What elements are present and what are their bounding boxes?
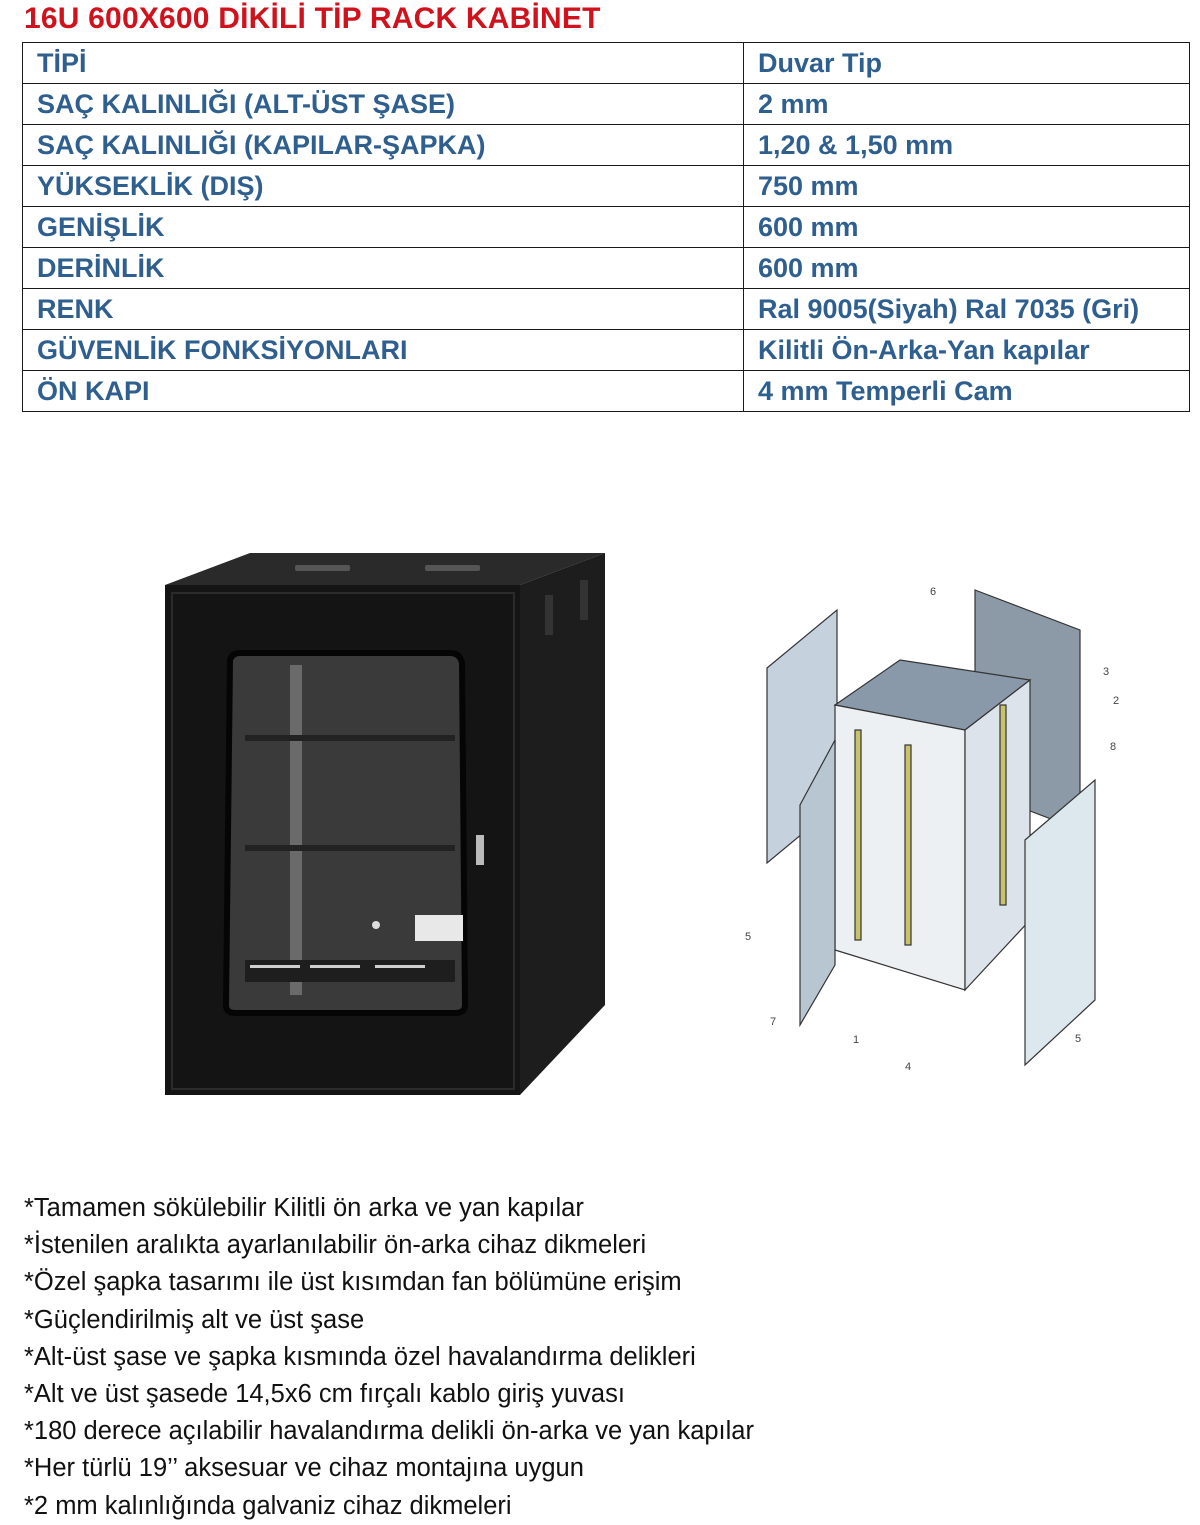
table-row xyxy=(23,289,1190,330)
spec-label: YÜKSEKLİK (DIŞ) xyxy=(23,166,744,207)
table-row xyxy=(23,371,1190,412)
feature-item: *Tamamen sökülebilir Kilitli ön arka ve yan kapılar xyxy=(24,1194,584,1222)
spec-value: 1,20 & 1,50 mm xyxy=(744,125,1190,166)
spec-label: GÜVENLİK FONKSİYONLARI xyxy=(23,330,744,371)
callout-label: 2 xyxy=(1113,695,1120,707)
cabinet-product-image xyxy=(150,535,615,1120)
table-row xyxy=(23,84,1190,125)
spec-value: 600 mm xyxy=(744,248,1190,289)
callout-label: 1 xyxy=(853,1034,860,1046)
spec-value: Duvar Tip xyxy=(744,43,1190,84)
spec-label: SAÇ KALINLIĞI (KAPILAR-ŞAPKA) xyxy=(23,125,744,166)
callout-label: 4 xyxy=(905,1061,912,1073)
spec-value: Ral 9005(Siyah) Ral 7035 (Gri) xyxy=(744,289,1190,330)
feature-item: *180 derece açılabilir havalandırma delikli ön-arka ve yan kapılar xyxy=(24,1417,754,1446)
feature-item: *İstenilen aralıkta ayarlanılabilir ön-arka cihaz dikmeleri xyxy=(24,1231,647,1260)
feature-list xyxy=(24,1190,754,1525)
spec-table xyxy=(22,42,1190,412)
spec-value: Kilitli Ön-Arka-Yan kapılar xyxy=(744,330,1190,371)
spec-label: GENİŞLİK xyxy=(23,207,744,248)
table-row xyxy=(23,166,1190,207)
feature-item: *Özel şapka tasarımı ile üst kısımdan fan bölümüne erişim xyxy=(24,1268,682,1297)
table-row xyxy=(23,248,1190,289)
callout-label: 3 xyxy=(1103,666,1110,678)
feature-item: *Güçlendirilmiş alt ve üst şase xyxy=(24,1305,365,1334)
page-title: 16U 600X600 DİKİLİ TİP RACK KABİNET xyxy=(24,2,601,35)
cabinet-exploded-diagram xyxy=(725,580,1125,1080)
table-row xyxy=(23,207,1190,248)
spec-label: TİPİ xyxy=(23,43,744,84)
spec-label: RENK xyxy=(23,289,744,330)
table-row xyxy=(23,125,1190,166)
spec-value: 600 mm xyxy=(744,207,1190,248)
feature-item: *Alt-üst şase ve şapka kısmında özel havalandırma delikleri xyxy=(24,1342,696,1371)
spec-label: DERİNLİK xyxy=(23,248,744,289)
spec-value: 2 mm xyxy=(744,84,1190,125)
callout-label: 5 xyxy=(1075,1033,1082,1045)
table-row xyxy=(23,330,1190,371)
callout-label: 6 xyxy=(930,586,937,598)
spec-value: 750 mm xyxy=(744,166,1190,207)
feature-item: *2 mm kalınlığında galvaniz cihaz dikmeleri xyxy=(24,1491,512,1520)
callout-label: 7 xyxy=(770,1016,777,1028)
table-row xyxy=(23,43,1190,84)
callout-label: 5 xyxy=(745,931,752,943)
spec-label: ÖN KAPI xyxy=(23,371,744,412)
feature-item: *Alt ve üst şasede 14,5x6 cm fırçalı kablo giriş yuvası xyxy=(24,1380,625,1409)
spec-value: 4 mm Temperli Cam xyxy=(744,371,1190,412)
callout-label: 8 xyxy=(1110,741,1117,753)
spec-label: SAÇ KALINLIĞI (ALT-ÜST ŞASE) xyxy=(23,84,744,125)
feature-item: *Her türlü 19’’ aksesuar ve cihaz montajına uygun xyxy=(24,1454,584,1483)
